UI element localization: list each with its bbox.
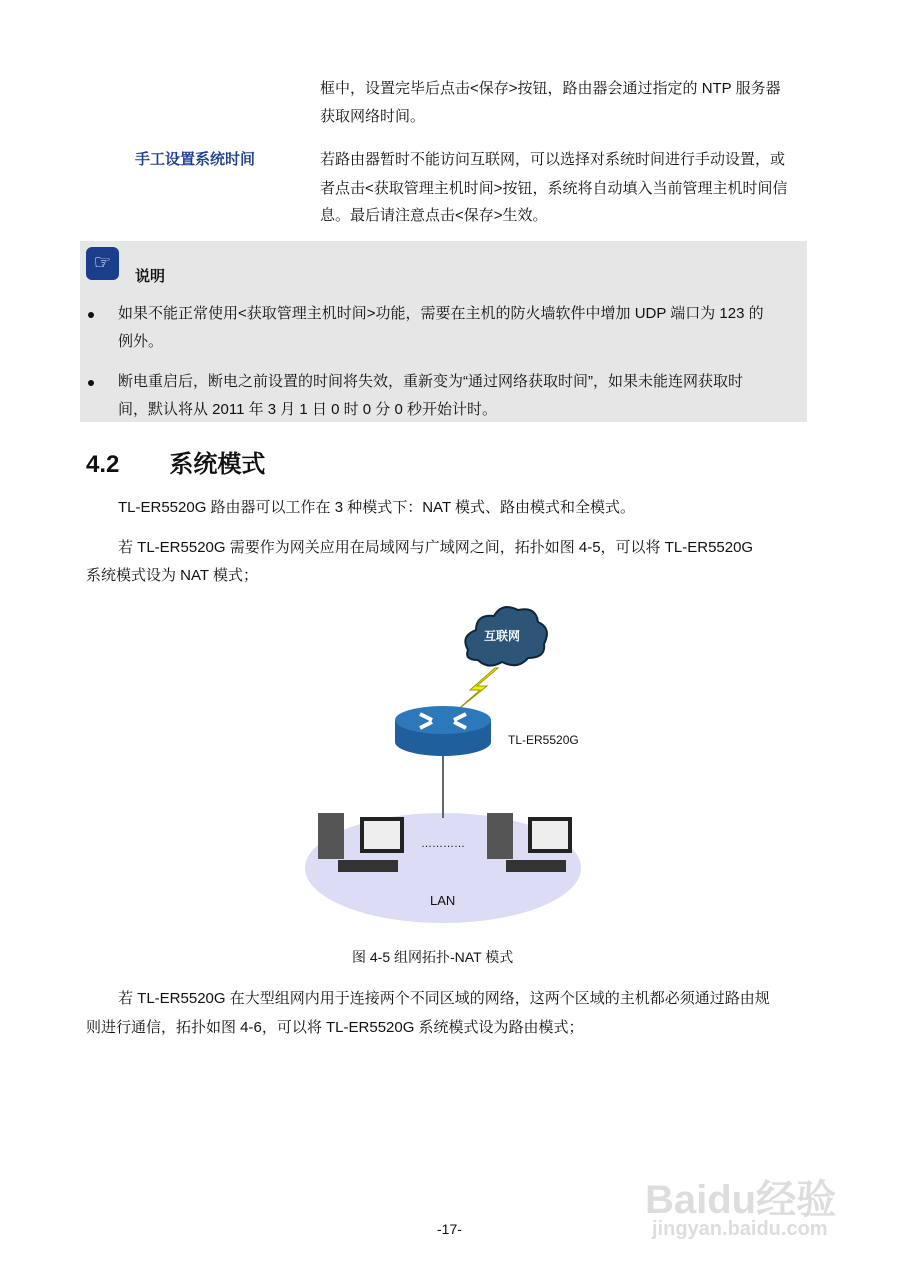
note-text: 例外。 [118, 333, 164, 350]
section-title: 系统模式 [169, 451, 266, 478]
figure-caption: 图 4-5 组网拓扑-NAT 模式 [352, 949, 514, 965]
manual-time-label: 手工设置系统时间 [135, 151, 256, 168]
note-text: 如果不能正常使用<获取管理主机时间>功能，需要在主机的防火墙软件中增加 UDP 端口为 123 的 [118, 305, 764, 322]
section-number: 4.2 [86, 451, 120, 478]
text-line: 若路由器暂时不能访问互联网，可以选择对系统时间进行手动设置，或 [320, 151, 786, 168]
paragraph: 则进行通信，拓扑如图 4-6，可以将 TL-ER5520G 系统模式设为路由模式； [86, 1019, 584, 1036]
watermark-url: jingyan.baidu.com [652, 1218, 828, 1240]
paragraph: 系统模式设为 NAT 模式； [86, 567, 258, 584]
paragraph: TL-ER5520G 路由器可以工作在 3 种模式下：NAT 模式、路由模式和全模式。 [118, 499, 636, 516]
cloud-label: 互联网 [484, 629, 521, 643]
lightning-icon [455, 668, 498, 712]
paragraph: 若 TL-ER5520G 需要作为网关应用在局域网与广域网之间，拓扑如图 4-5，可以将 TL-ER5520G [118, 539, 754, 556]
router-icon [395, 706, 491, 756]
text-line: 者点击<获取管理主机时间>按钮，系统将自动填入当前管理主机时间信 [320, 180, 788, 197]
note-title: 说明 [135, 268, 166, 285]
text-line: 框中，设置完毕后点击<保存>按钮，路由器会通过指定的 NTP 服务器 [320, 80, 781, 97]
watermark-logo: Baidu经验 [645, 1178, 837, 1222]
text-line: 获取网络时间。 [320, 108, 426, 125]
text-line: 息。最后请注意点击<保存>生效。 [320, 207, 548, 224]
lan-label: LAN [430, 893, 456, 908]
page-number: -17- [437, 1221, 462, 1237]
pointing-hand-icon: ☞ [86, 247, 119, 280]
router-label: TL-ER5520G [508, 733, 579, 747]
paragraph: 若 TL-ER5520G 在大型组网内用于连接两个不同区域的网络，这两个区域的主机都必须通过路由规 [118, 990, 770, 1007]
note-text: 间，默认将从 2011 年 3 月 1 日 0 时 0 分 0 秒开始计时。 [118, 401, 497, 418]
dots-label: ………… [421, 838, 465, 850]
note-text: 断电重启后，断电之前设置的时间将失效，重新变为“通过网络获取时间”，如果未能连网获取时 [118, 373, 743, 390]
